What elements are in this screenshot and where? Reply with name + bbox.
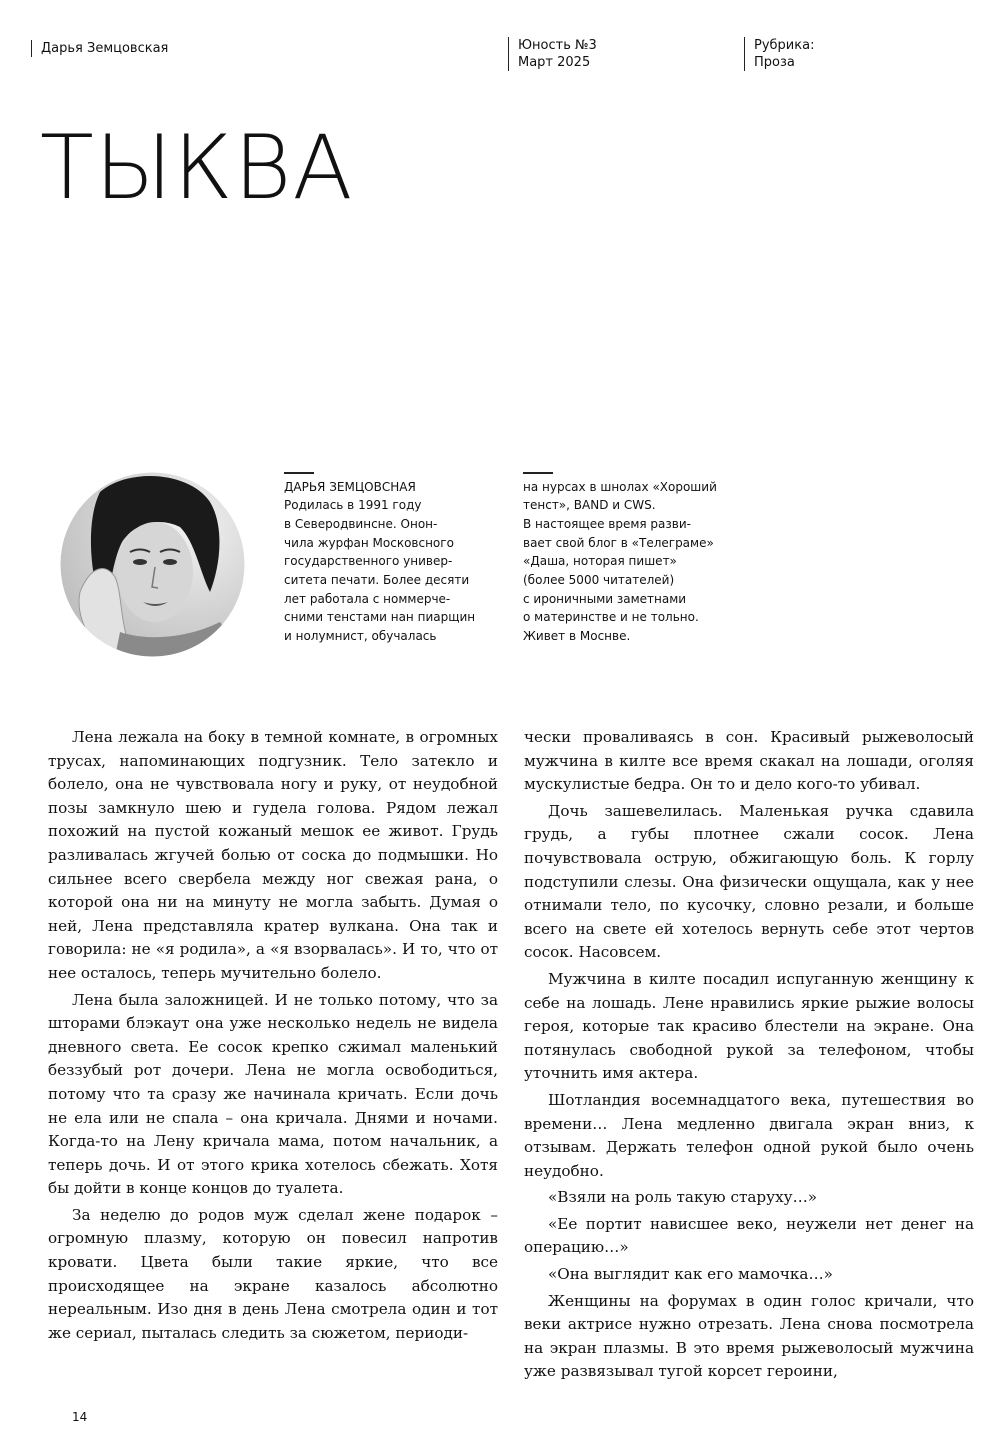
- header-author: [31, 40, 168, 57]
- article-paragraph: Женщины на форумах в один голос кричали, что веки актрисе нужно отрезать. Лена снова посмотрела на экран плазмы. В это время рыжеволосый мужчина уже развязывал тугой корсет героини,: [524, 1291, 974, 1381]
- bio-line: о материнстве и не тольно.: [523, 610, 699, 625]
- header-rubric: [744, 37, 814, 71]
- article-paragraph: За неделю до родов муж сделал жене подарок – огромную плазму, которую он повесил напротив кровати. Цвета были такие яркие, что все происходящее на экране казалось абсолютно нереальным. Изо дня в день Лена смотрела один и тот же сериал, пыталась следить за сюжетом, периоди-: [48, 1205, 498, 1342]
- bio-line: чила журфан Московсного: [284, 535, 454, 550]
- article-title: ТЫКВА: [40, 116, 354, 219]
- article-paragraph: «Ее портит нависшее веко, неужели нет денег на операцию…»: [524, 1214, 974, 1257]
- article-paragraph: «Взяли на роль такую старуху…»: [548, 1188, 818, 1207]
- article-paragraph: Дочь зашевелилась. Маленькая ручка сдавила грудь, а губы плотнее сжали сосок. Лена почувствовала острую, обжигающую боль. К горлу подступили слезы. Она физически ощущала, как у нее отнимали тело, по кусочку, словно резали, и больше всего на свете ей хотелось вернуть себе этот чертов сосок. Насовсем.: [524, 801, 974, 962]
- bio-line: Живет в Моснве.: [523, 629, 631, 644]
- page-number: 14: [72, 1410, 88, 1424]
- header-issue: [508, 37, 597, 71]
- article-paragraph: чески проваливаясь в сон. Красивый рыжеволосый мужчина в килте все время скакал на лошади, оголяя мускулистые бедра. Он то и дело кого-то убивал.: [524, 728, 974, 794]
- article-paragraph: Мужчина в килте посадил испуганную женщину к себе на лошадь. Лене нравились яркие рыжие волосы героя, которые так красиво блестели на экране. Она потянулась свободной рукой за телефоном, чтобы уточнить имя актера.: [524, 969, 974, 1083]
- header-issue-number: Юность №3: [518, 38, 597, 53]
- article-paragraph: Лена лежала на боку в темной комнате, в огромных трусах, напоминающих подгузник. Тело затекло и болело, она не чувствовала ногу и руку, от неудобной позы замкнуло шею и гудела голова. Рядом лежал похожий на пустой кожаный мешок ее живот. Грудь разливалась жгучей болью от соска до подмышки. Но сильнее всего свербела между ног свежая рана, о которой она ни на минуту не могла забыть. Думая о ней, Лена представляла кратер вулкана. Она так и говорила: не «я родила», а «я взорвалась». И то, что от нее осталось, теперь мучительно болело.: [48, 728, 498, 982]
- bio-line: государственного универ-: [284, 554, 453, 569]
- bio-line: на нурсах в шнолах «Хороший: [523, 479, 717, 494]
- bio-line: тенст», BAND и CWS.: [523, 498, 656, 513]
- bio-line: Родилась в 1991 году: [284, 498, 422, 513]
- bio-line: В настоящее время разви-: [523, 516, 691, 531]
- bio-line: ситета печати. Более десяти: [284, 573, 470, 588]
- bio-line: с ироничными заметнами: [523, 591, 687, 606]
- article-paragraph: Шотландия восемнадцатого века, путешествия во времени… Лена медленно двигала экран вниз, к отзывам. Держать телефон одной рукой было очень неудобно.: [524, 1090, 974, 1180]
- bio-dash: [284, 472, 314, 474]
- author-portrait: [60, 472, 245, 657]
- bio-line: (более 5000 читателей): [523, 573, 675, 588]
- article-column-left: [48, 726, 498, 1348]
- author-bio-right: [523, 472, 717, 646]
- bio-dash: [523, 472, 553, 474]
- header-author-name: Дарья Земцовская: [41, 41, 169, 56]
- header-issue-date: Март 2025: [518, 55, 591, 70]
- article-column-right: [524, 726, 974, 1387]
- article-paragraph: Лена была заложницей. И не только потому, что за шторами блэкаут она уже несколько недель не видела дневного света. Ее сосок крепко сжимал маленький беззубый рот дочери. Лена не могла освободиться, потому что та сразу же начинала кричать. Если дочь не ела или не спала – она кричала. Днями и ночами. Когда-то на Лену кричала мама, потом начальник, а теперь дочь. И от этого крика хотелось сбежать. Хотя бы дойти в конце концов до туалета.: [48, 990, 498, 1198]
- bio-line: ДАРЬЯ ЗЕМЦОВСНАЯ: [284, 479, 416, 494]
- author-bio-left: [284, 472, 475, 646]
- bio-line: «Даша, ноторая пишет»: [523, 554, 677, 569]
- bio-line: и нолумнист, обучалась: [284, 629, 437, 644]
- bio-line: сними тенстами нан пиарщин: [284, 610, 476, 625]
- header-rubric-label: Рубрика:: [754, 38, 815, 53]
- header-rubric-value: Проза: [754, 55, 795, 70]
- bio-line: вает свой блог в «Телеграме»: [523, 535, 714, 550]
- article-paragraph: «Она выглядит как его мамочка…»: [548, 1265, 833, 1284]
- bio-line: лет работала с номмерче-: [284, 591, 451, 606]
- bio-line: в Северодвинсне. Онон-: [284, 516, 438, 531]
